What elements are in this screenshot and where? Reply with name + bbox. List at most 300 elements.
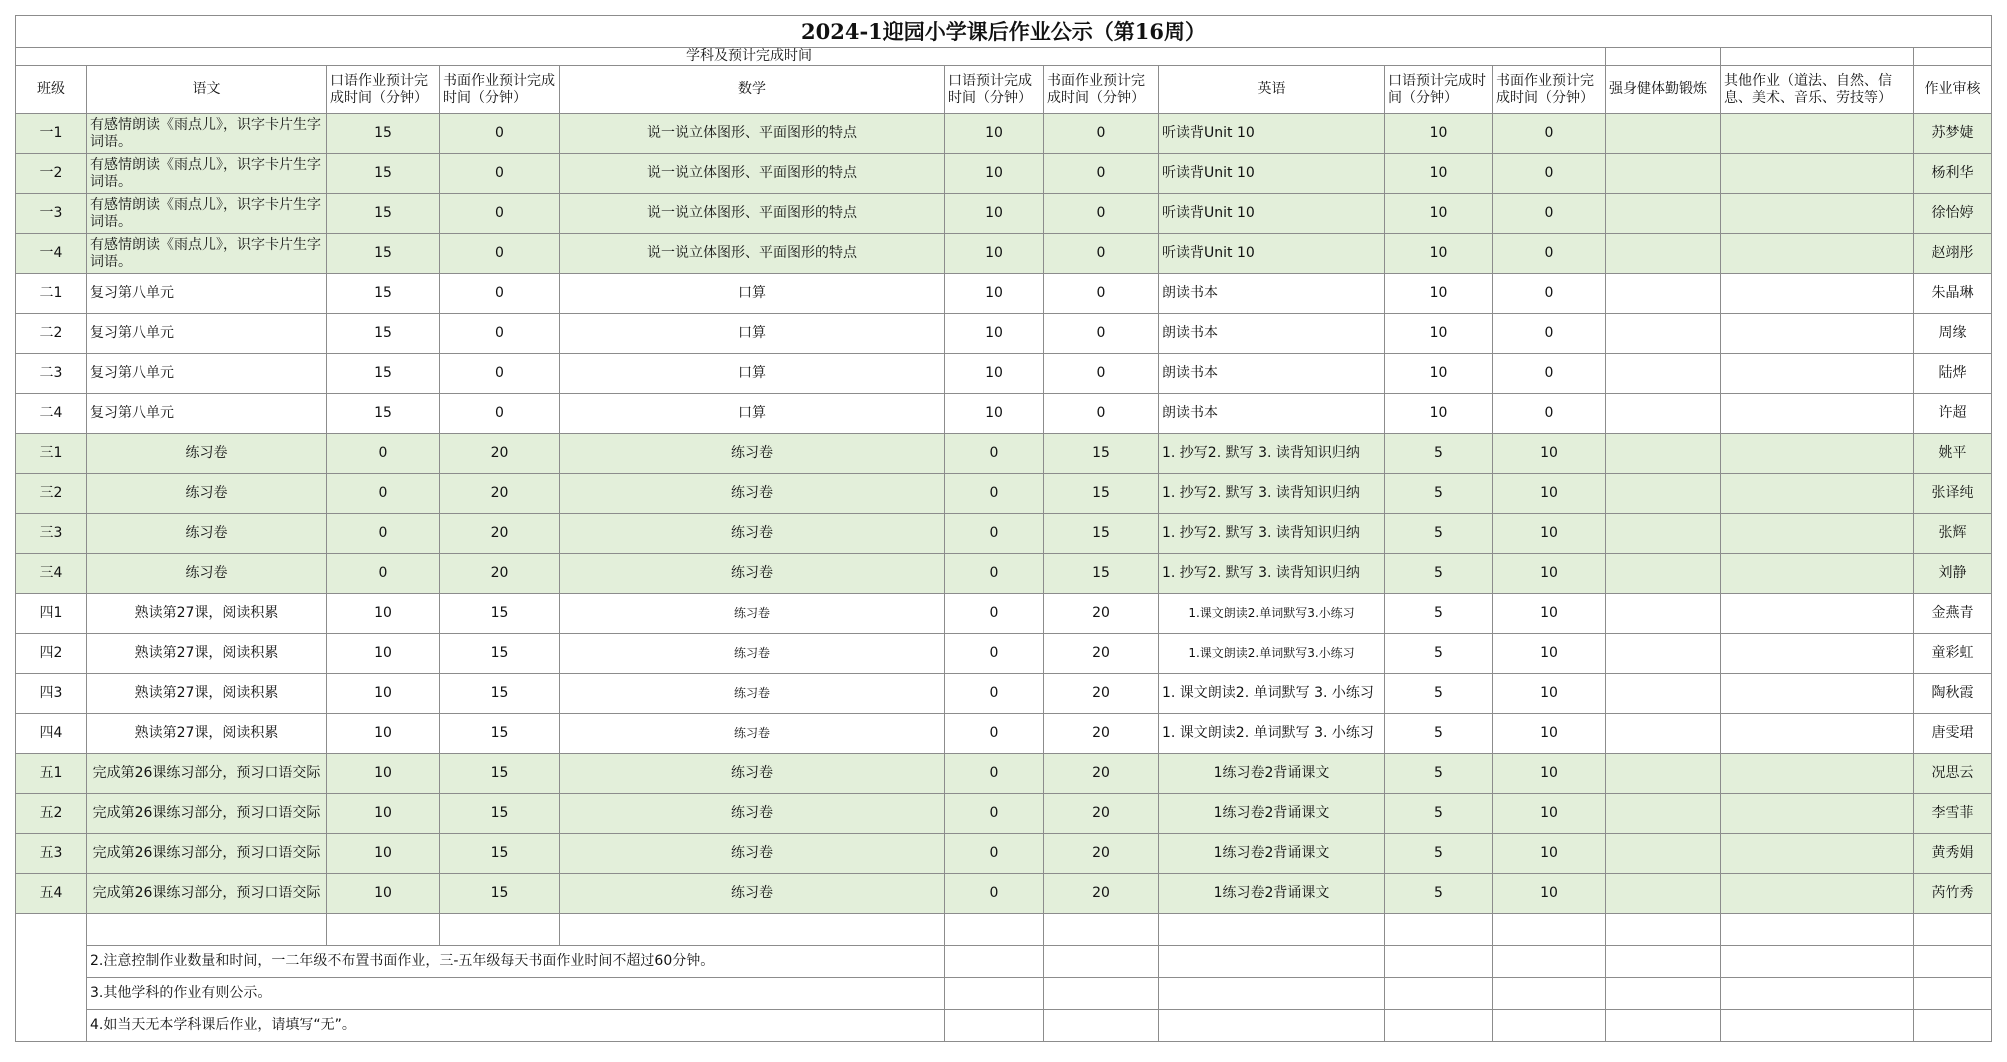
header-exercise: 强身健体勤锻炼 <box>1606 66 1721 114</box>
math-homework-cell: 练习卷 <box>560 794 945 834</box>
class-cell: 三3 <box>16 514 87 554</box>
class-cell: 四1 <box>16 594 87 634</box>
chinese-written-time-cell: 20 <box>440 474 560 514</box>
math-homework-cell: 练习卷 <box>560 714 945 754</box>
title-row <box>16 16 1992 48</box>
english-homework-cell: 1. 课文朗读2. 单词默写 3. 小练习 <box>1159 714 1385 754</box>
reviewer-cell: 陆烨 <box>1914 354 1992 394</box>
exercise-cell <box>1606 634 1721 674</box>
exercise-cell <box>1606 314 1721 354</box>
english-written-time-cell: 10 <box>1493 714 1606 754</box>
header-class: 班级 <box>16 66 87 114</box>
header-english: 英语 <box>1159 66 1385 114</box>
chinese-oral-time-cell: 10 <box>327 674 440 714</box>
chinese-oral-time-cell: 10 <box>327 714 440 754</box>
english-oral-time-cell: 10 <box>1385 154 1493 194</box>
math-written-time-cell: 20 <box>1044 674 1159 714</box>
class-cell: 五2 <box>16 794 87 834</box>
chinese-oral-time-cell: 15 <box>327 154 440 194</box>
chinese-written-time-cell: 15 <box>440 714 560 754</box>
class-cell: 四4 <box>16 714 87 754</box>
chinese-written-time-cell: 20 <box>440 514 560 554</box>
chinese-oral-time-cell: 10 <box>327 834 440 874</box>
english-homework-cell: 1. 抄写2. 默写 3. 读背知识归纳 <box>1159 474 1385 514</box>
table-row <box>16 674 1992 714</box>
other-homework-cell <box>1721 434 1914 474</box>
header-chinese-oral-time: 口语作业预计完成时间（分钟） <box>327 66 440 114</box>
table-row <box>16 194 1992 234</box>
math-written-time-cell: 20 <box>1044 714 1159 754</box>
table-row <box>16 274 1992 314</box>
english-written-time-cell: 0 <box>1493 394 1606 434</box>
english-oral-time-cell: 5 <box>1385 474 1493 514</box>
class-cell: 二1 <box>16 274 87 314</box>
class-cell: 二4 <box>16 394 87 434</box>
exercise-cell <box>1606 554 1721 594</box>
chinese-written-time-cell: 15 <box>440 594 560 634</box>
chinese-homework-cell: 练习卷 <box>87 474 327 514</box>
chinese-homework-cell: 熟读第27课，阅读积累 <box>87 594 327 634</box>
english-written-time-cell: 10 <box>1493 674 1606 714</box>
english-oral-time-cell: 10 <box>1385 394 1493 434</box>
exercise-cell <box>1606 874 1721 914</box>
class-cell: 一3 <box>16 194 87 234</box>
math-homework-cell: 口算 <box>560 274 945 314</box>
reviewer-cell: 张译纯 <box>1914 474 1992 514</box>
reviewer-cell: 朱晶琳 <box>1914 274 1992 314</box>
chinese-written-time-cell: 15 <box>440 834 560 874</box>
math-oral-time-cell: 0 <box>945 474 1044 514</box>
exercise-cell <box>1606 834 1721 874</box>
header-english-oral-time: 口语预计完成时间（分钟） <box>1385 66 1493 114</box>
math-oral-time-cell: 10 <box>945 314 1044 354</box>
math-oral-time-cell: 10 <box>945 354 1044 394</box>
note-row <box>16 914 1992 946</box>
math-written-time-cell: 15 <box>1044 434 1159 474</box>
math-oral-time-cell: 0 <box>945 434 1044 474</box>
table-row <box>16 794 1992 834</box>
english-written-time-cell: 0 <box>1493 354 1606 394</box>
english-homework-cell: 听读背Unit 10 <box>1159 194 1385 234</box>
math-homework-cell: 说一说立体图形、平面图形的特点 <box>560 234 945 274</box>
math-written-time-cell: 15 <box>1044 514 1159 554</box>
math-homework-cell: 练习卷 <box>560 634 945 674</box>
other-homework-cell <box>1721 514 1914 554</box>
table-row <box>16 474 1992 514</box>
reviewer-cell: 黄秀娟 <box>1914 834 1992 874</box>
chinese-oral-time-cell: 10 <box>327 594 440 634</box>
chinese-homework-cell: 有感情朗读《雨点儿》，识字卡片生字词语。 <box>87 154 327 194</box>
header-english-written-time: 书面作业预计完成时间（分钟） <box>1493 66 1606 114</box>
sheet-title: 2024-1迎园小学课后作业公示（第16周） <box>16 16 1992 48</box>
chinese-homework-cell: 完成第26课练习部分，预习口语交际 <box>87 874 327 914</box>
math-homework-cell: 口算 <box>560 394 945 434</box>
chinese-oral-time-cell: 10 <box>327 794 440 834</box>
english-homework-cell: 1.课文朗读2.单词默写3.小练习 <box>1159 634 1385 674</box>
chinese-written-time-cell: 0 <box>440 354 560 394</box>
math-oral-time-cell: 0 <box>945 714 1044 754</box>
exercise-cell <box>1606 794 1721 834</box>
reviewer-cell: 金燕青 <box>1914 594 1992 634</box>
math-homework-cell: 练习卷 <box>560 594 945 634</box>
reviewer-cell: 唐雯珺 <box>1914 714 1992 754</box>
math-oral-time-cell: 10 <box>945 394 1044 434</box>
class-cell: 五4 <box>16 874 87 914</box>
math-homework-cell: 练习卷 <box>560 434 945 474</box>
class-cell: 五1 <box>16 754 87 794</box>
math-written-time-cell: 0 <box>1044 234 1159 274</box>
reviewer-cell: 赵翊彤 <box>1914 234 1992 274</box>
english-written-time-cell: 0 <box>1493 274 1606 314</box>
note-text: 3.其他学科的作业有则公示。 <box>87 978 945 1010</box>
table-row <box>16 834 1992 874</box>
table-row <box>16 114 1992 154</box>
chinese-written-time-cell: 0 <box>440 194 560 234</box>
reviewer-cell: 周缘 <box>1914 314 1992 354</box>
other-homework-cell <box>1721 274 1914 314</box>
exercise-cell <box>1606 354 1721 394</box>
chinese-homework-cell: 有感情朗读《雨点儿》，识字卡片生字词语。 <box>87 114 327 154</box>
class-cell: 四2 <box>16 634 87 674</box>
math-oral-time-cell: 0 <box>945 514 1044 554</box>
class-cell: 三4 <box>16 554 87 594</box>
math-oral-time-cell: 0 <box>945 674 1044 714</box>
reviewer-cell: 姚平 <box>1914 434 1992 474</box>
other-homework-cell <box>1721 554 1914 594</box>
math-homework-cell: 练习卷 <box>560 754 945 794</box>
chinese-homework-cell: 复习第八单元 <box>87 394 327 434</box>
math-homework-cell: 说一说立体图形、平面图形的特点 <box>560 114 945 154</box>
math-written-time-cell: 20 <box>1044 794 1159 834</box>
math-written-time-cell: 0 <box>1044 354 1159 394</box>
table-row <box>16 554 1992 594</box>
english-oral-time-cell: 5 <box>1385 634 1493 674</box>
english-oral-time-cell: 5 <box>1385 514 1493 554</box>
chinese-homework-cell: 熟读第27课，阅读积累 <box>87 674 327 714</box>
math-written-time-cell: 20 <box>1044 754 1159 794</box>
english-homework-cell: 1. 课文朗读2. 单词默写 3. 小练习 <box>1159 674 1385 714</box>
math-written-time-cell: 20 <box>1044 634 1159 674</box>
chinese-oral-time-cell: 15 <box>327 274 440 314</box>
english-homework-cell: 1. 抄写2. 默写 3. 读背知识归纳 <box>1159 554 1385 594</box>
english-oral-time-cell: 5 <box>1385 674 1493 714</box>
reviewer-cell: 许超 <box>1914 394 1992 434</box>
english-written-time-cell: 10 <box>1493 794 1606 834</box>
exercise-cell <box>1606 114 1721 154</box>
chinese-written-time-cell: 20 <box>440 554 560 594</box>
other-homework-cell <box>1721 354 1914 394</box>
chinese-homework-cell: 有感情朗读《雨点儿》，识字卡片生字词语。 <box>87 194 327 234</box>
math-homework-cell: 练习卷 <box>560 874 945 914</box>
english-written-time-cell: 10 <box>1493 474 1606 514</box>
chinese-written-time-cell: 0 <box>440 394 560 434</box>
reviewer-cell: 李雪菲 <box>1914 794 1992 834</box>
math-homework-cell: 口算 <box>560 354 945 394</box>
exercise-cell <box>1606 594 1721 634</box>
reviewer-cell: 张辉 <box>1914 514 1992 554</box>
other-homework-cell <box>1721 754 1914 794</box>
chinese-written-time-cell: 15 <box>440 754 560 794</box>
chinese-oral-time-cell: 15 <box>327 114 440 154</box>
table-row <box>16 634 1992 674</box>
math-oral-time-cell: 0 <box>945 634 1044 674</box>
chinese-oral-time-cell: 15 <box>327 234 440 274</box>
header-other-homework: 其他作业（道法、自然、信息、美术、音乐、劳技等） <box>1721 66 1914 114</box>
header-math-written-time: 书面作业预计完成时间（分钟） <box>1044 66 1159 114</box>
english-homework-cell: 朗读书本 <box>1159 394 1385 434</box>
english-homework-cell: 朗读书本 <box>1159 314 1385 354</box>
table-row <box>16 754 1992 794</box>
chinese-oral-time-cell: 0 <box>327 554 440 594</box>
other-homework-cell <box>1721 394 1914 434</box>
english-oral-time-cell: 5 <box>1385 834 1493 874</box>
english-homework-cell: 1练习卷2背诵课文 <box>1159 754 1385 794</box>
english-oral-time-cell: 5 <box>1385 794 1493 834</box>
class-cell: 一4 <box>16 234 87 274</box>
exercise-cell <box>1606 474 1721 514</box>
chinese-homework-cell: 练习卷 <box>87 434 327 474</box>
english-oral-time-cell: 10 <box>1385 234 1493 274</box>
header-review: 作业审核 <box>1914 66 1992 114</box>
math-oral-time-cell: 10 <box>945 234 1044 274</box>
english-oral-time-cell: 10 <box>1385 114 1493 154</box>
english-homework-cell: 听读背Unit 10 <box>1159 114 1385 154</box>
header-chinese: 语文 <box>87 66 327 114</box>
chinese-written-time-cell: 0 <box>440 234 560 274</box>
reviewer-cell: 杨利华 <box>1914 154 1992 194</box>
other-homework-cell <box>1721 874 1914 914</box>
class-cell: 一2 <box>16 154 87 194</box>
exercise-cell <box>1606 514 1721 554</box>
english-oral-time-cell: 5 <box>1385 754 1493 794</box>
exercise-cell <box>1606 714 1721 754</box>
note-row <box>16 946 1992 978</box>
math-written-time-cell: 20 <box>1044 834 1159 874</box>
english-oral-time-cell: 10 <box>1385 274 1493 314</box>
english-homework-cell: 1. 抄写2. 默写 3. 读背知识归纳 <box>1159 434 1385 474</box>
other-homework-cell <box>1721 474 1914 514</box>
other-homework-cell <box>1721 634 1914 674</box>
reviewer-cell: 芮竹秀 <box>1914 874 1992 914</box>
class-cell: 四3 <box>16 674 87 714</box>
english-homework-cell: 听读背Unit 10 <box>1159 154 1385 194</box>
other-homework-cell <box>1721 714 1914 754</box>
math-homework-cell: 练习卷 <box>560 834 945 874</box>
chinese-written-time-cell: 0 <box>440 114 560 154</box>
english-written-time-cell: 0 <box>1493 154 1606 194</box>
math-homework-cell: 练习卷 <box>560 474 945 514</box>
chinese-oral-time-cell: 10 <box>327 874 440 914</box>
chinese-homework-cell: 复习第八单元 <box>87 314 327 354</box>
other-homework-cell <box>1721 834 1914 874</box>
chinese-homework-cell: 完成第26课练习部分，预习口语交际 <box>87 834 327 874</box>
header-math-oral-time: 口语预计完成时间（分钟） <box>945 66 1044 114</box>
english-written-time-cell: 10 <box>1493 434 1606 474</box>
exercise-cell <box>1606 154 1721 194</box>
class-cell: 二2 <box>16 314 87 354</box>
math-oral-time-cell: 0 <box>945 834 1044 874</box>
english-written-time-cell: 10 <box>1493 514 1606 554</box>
math-homework-cell: 练习卷 <box>560 674 945 714</box>
exercise-cell <box>1606 234 1721 274</box>
math-written-time-cell: 0 <box>1044 114 1159 154</box>
english-oral-time-cell: 5 <box>1385 594 1493 634</box>
exercise-cell <box>1606 754 1721 794</box>
chinese-written-time-cell: 15 <box>440 794 560 834</box>
english-oral-time-cell: 5 <box>1385 714 1493 754</box>
class-cell: 三1 <box>16 434 87 474</box>
chinese-oral-time-cell: 10 <box>327 754 440 794</box>
homework-table <box>15 15 1992 1042</box>
chinese-homework-cell: 复习第八单元 <box>87 274 327 314</box>
chinese-written-time-cell: 15 <box>440 874 560 914</box>
english-oral-time-cell: 5 <box>1385 434 1493 474</box>
subtitle-row <box>16 48 1992 66</box>
math-homework-cell: 练习卷 <box>560 514 945 554</box>
table-row <box>16 394 1992 434</box>
chinese-written-time-cell: 20 <box>440 434 560 474</box>
table-row <box>16 434 1992 474</box>
english-homework-cell: 1练习卷2背诵课文 <box>1159 834 1385 874</box>
english-written-time-cell: 0 <box>1493 314 1606 354</box>
table-row <box>16 314 1992 354</box>
note-text: 4.如当天无本学科课后作业，请填写“无”。 <box>87 1010 945 1042</box>
english-homework-cell: 1练习卷2背诵课文 <box>1159 874 1385 914</box>
english-homework-cell: 朗读书本 <box>1159 274 1385 314</box>
math-oral-time-cell: 0 <box>945 754 1044 794</box>
english-written-time-cell: 10 <box>1493 594 1606 634</box>
sheet-subtitle: 学科及预计完成时间 <box>16 48 1606 66</box>
math-oral-time-cell: 0 <box>945 554 1044 594</box>
class-cell: 三2 <box>16 474 87 514</box>
table-row <box>16 874 1992 914</box>
math-written-time-cell: 0 <box>1044 274 1159 314</box>
chinese-oral-time-cell: 15 <box>327 194 440 234</box>
chinese-written-time-cell: 0 <box>440 314 560 354</box>
exercise-cell <box>1606 434 1721 474</box>
other-homework-cell <box>1721 234 1914 274</box>
class-cell: 一1 <box>16 114 87 154</box>
chinese-oral-time-cell: 0 <box>327 514 440 554</box>
other-homework-cell <box>1721 594 1914 634</box>
math-oral-time-cell: 0 <box>945 874 1044 914</box>
table-row <box>16 594 1992 634</box>
english-written-time-cell: 0 <box>1493 234 1606 274</box>
math-homework-cell: 说一说立体图形、平面图形的特点 <box>560 194 945 234</box>
reviewer-cell: 徐怡婷 <box>1914 194 1992 234</box>
english-oral-time-cell: 10 <box>1385 354 1493 394</box>
math-homework-cell: 口算 <box>560 314 945 354</box>
chinese-oral-time-cell: 10 <box>327 634 440 674</box>
math-written-time-cell: 0 <box>1044 314 1159 354</box>
other-homework-cell <box>1721 674 1914 714</box>
exercise-cell <box>1606 274 1721 314</box>
math-written-time-cell: 15 <box>1044 474 1159 514</box>
math-oral-time-cell: 10 <box>945 274 1044 314</box>
english-homework-cell: 1. 抄写2. 默写 3. 读背知识归纳 <box>1159 514 1385 554</box>
table-row <box>16 154 1992 194</box>
english-written-time-cell: 0 <box>1493 114 1606 154</box>
chinese-written-time-cell: 0 <box>440 154 560 194</box>
note-row <box>16 978 1992 1010</box>
english-homework-cell: 朗读书本 <box>1159 354 1385 394</box>
exercise-cell <box>1606 394 1721 434</box>
english-written-time-cell: 0 <box>1493 194 1606 234</box>
header-chinese-written-time: 书面作业预计完成时间（分钟） <box>440 66 560 114</box>
chinese-oral-time-cell: 15 <box>327 314 440 354</box>
english-written-time-cell: 10 <box>1493 554 1606 594</box>
table-row <box>16 714 1992 754</box>
table-row <box>16 354 1992 394</box>
reviewer-cell: 童彩虹 <box>1914 634 1992 674</box>
english-written-time-cell: 10 <box>1493 634 1606 674</box>
math-homework-cell: 练习卷 <box>560 554 945 594</box>
chinese-homework-cell: 有感情朗读《雨点儿》，识字卡片生字词语。 <box>87 234 327 274</box>
header-math: 数学 <box>560 66 945 114</box>
chinese-homework-cell: 熟读第27课，阅读积累 <box>87 634 327 674</box>
table-row <box>16 234 1992 274</box>
table-row <box>16 514 1992 554</box>
english-homework-cell: 听读背Unit 10 <box>1159 234 1385 274</box>
chinese-homework-cell: 练习卷 <box>87 554 327 594</box>
english-written-time-cell: 10 <box>1493 834 1606 874</box>
english-written-time-cell: 10 <box>1493 754 1606 794</box>
exercise-cell <box>1606 674 1721 714</box>
chinese-oral-time-cell: 15 <box>327 394 440 434</box>
english-oral-time-cell: 5 <box>1385 874 1493 914</box>
math-written-time-cell: 0 <box>1044 394 1159 434</box>
math-oral-time-cell: 0 <box>945 594 1044 634</box>
math-oral-time-cell: 10 <box>945 194 1044 234</box>
note-text: 2.注意控制作业数量和时间，一二年级不布置书面作业，三-五年级每天书面作业时间不超过60分钟。 <box>87 946 945 978</box>
other-homework-cell <box>1721 194 1914 234</box>
math-written-time-cell: 15 <box>1044 554 1159 594</box>
chinese-written-time-cell: 0 <box>440 274 560 314</box>
math-oral-time-cell: 10 <box>945 154 1044 194</box>
reviewer-cell: 苏梦婕 <box>1914 114 1992 154</box>
english-oral-time-cell: 5 <box>1385 554 1493 594</box>
header-row <box>16 66 1992 114</box>
math-written-time-cell: 20 <box>1044 594 1159 634</box>
reviewer-cell: 刘静 <box>1914 554 1992 594</box>
chinese-oral-time-cell: 15 <box>327 354 440 394</box>
chinese-homework-cell: 完成第26课练习部分，预习口语交际 <box>87 794 327 834</box>
english-oral-time-cell: 10 <box>1385 194 1493 234</box>
chinese-oral-time-cell: 0 <box>327 434 440 474</box>
chinese-homework-cell: 复习第八单元 <box>87 354 327 394</box>
english-oral-time-cell: 10 <box>1385 314 1493 354</box>
english-homework-cell: 1练习卷2背诵课文 <box>1159 794 1385 834</box>
math-written-time-cell: 0 <box>1044 154 1159 194</box>
chinese-written-time-cell: 15 <box>440 634 560 674</box>
chinese-homework-cell: 熟读第27课，阅读积累 <box>87 714 327 754</box>
class-cell: 二3 <box>16 354 87 394</box>
chinese-homework-cell: 练习卷 <box>87 514 327 554</box>
math-homework-cell: 说一说立体图形、平面图形的特点 <box>560 154 945 194</box>
chinese-homework-cell: 完成第26课练习部分，预习口语交际 <box>87 754 327 794</box>
chinese-written-time-cell: 15 <box>440 674 560 714</box>
english-written-time-cell: 10 <box>1493 874 1606 914</box>
other-homework-cell <box>1721 114 1914 154</box>
class-cell: 五3 <box>16 834 87 874</box>
math-oral-time-cell: 10 <box>945 114 1044 154</box>
english-homework-cell: 1.课文朗读2.单词默写3.小练习 <box>1159 594 1385 634</box>
reviewer-cell: 况思云 <box>1914 754 1992 794</box>
math-written-time-cell: 0 <box>1044 194 1159 234</box>
exercise-cell <box>1606 194 1721 234</box>
other-homework-cell <box>1721 794 1914 834</box>
other-homework-cell <box>1721 154 1914 194</box>
